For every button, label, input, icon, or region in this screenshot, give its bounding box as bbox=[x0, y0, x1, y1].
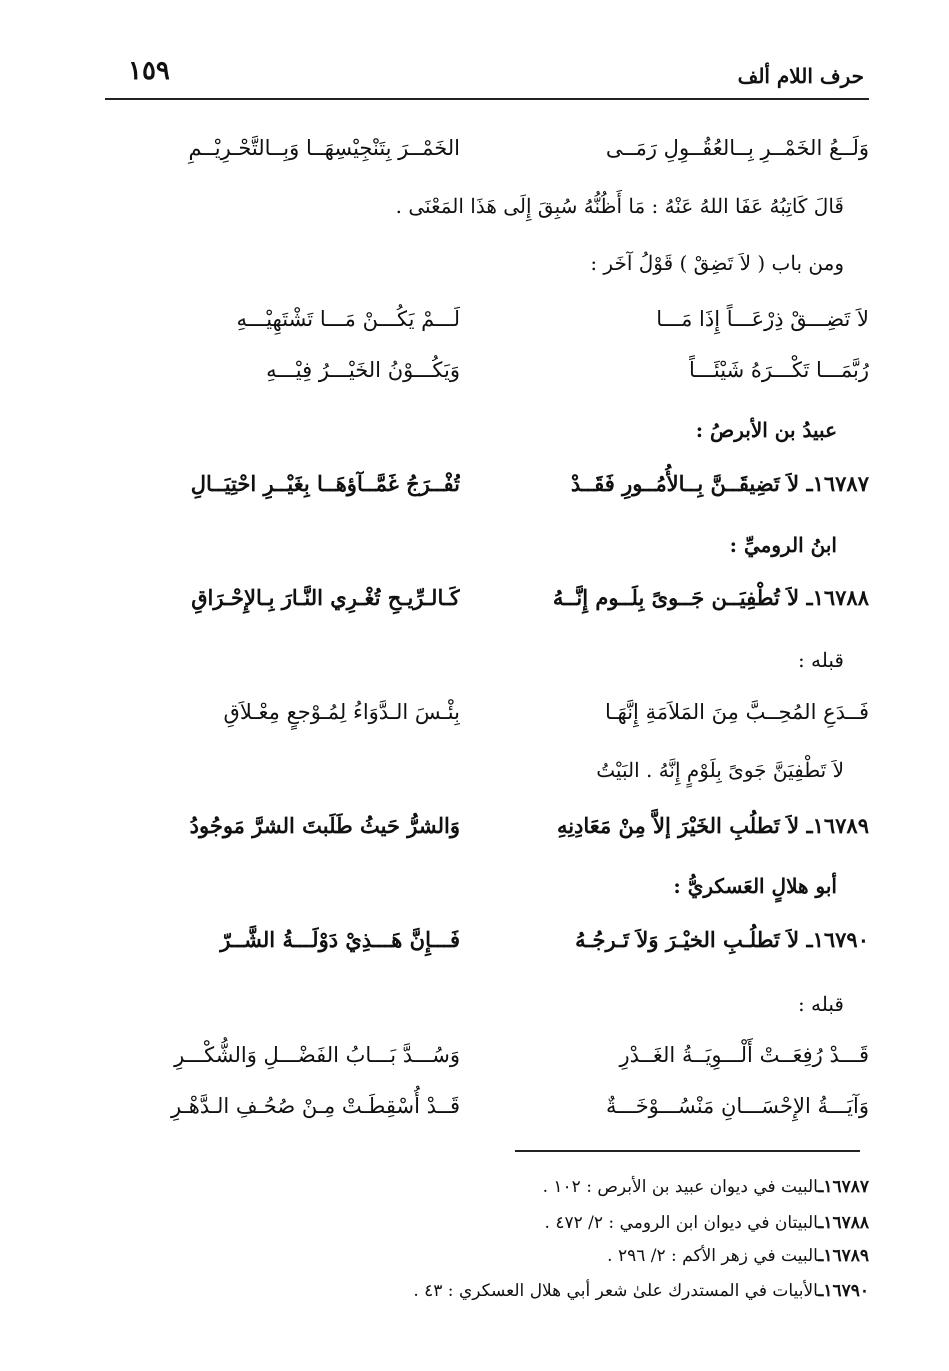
verse-number: ١٦٧٨٧ـ bbox=[806, 471, 869, 496]
verse-first-hemistich: وَلَــعُ الخَمْــرِ بِــالعُقُــوِلِ رَمَــى bbox=[605, 136, 869, 160]
verse-first-hemistich: ١٦٧٨٩ـ لاَ تَطلُبِ الخَيْرَ إلاَّ مِنْ مَعَادِنِهِ bbox=[556, 813, 869, 838]
verse-second-hemistich: فَـــإِنَّ هَـــذِيْ دَوْلَـــةُ الشَّــرّ bbox=[220, 927, 460, 952]
verse-first-hemistich: قَـــدْ رُفِعَــتْ أَلْـــوِيَــةُ الغَــدْرِ bbox=[619, 1043, 869, 1067]
qablah-label: قبله : bbox=[797, 648, 844, 672]
verse-first-hemistich: ١٦٧٩٠ـ لاَ تَطلُـبِ الخيْـرَ وَلاَ تَـرجُـهُ bbox=[575, 927, 869, 952]
verse-line bbox=[120, 804, 869, 848]
footnote bbox=[100, 1172, 869, 1202]
footnote-text: الأبيات في المستدرك علىٰ شعر أبي هلال العسكري : ٤٣ . bbox=[413, 1281, 819, 1301]
footnote-rule bbox=[515, 1150, 860, 1152]
footnote-text: البيت في ديوان عبيد بن الأبرص : ١٠٢ . bbox=[542, 1177, 819, 1197]
verse-second-hemistich: وَالشرُّ حَيثُ طَلَبتَ الشرَّ مَوجُودُ bbox=[189, 813, 460, 838]
verse-line bbox=[120, 126, 869, 170]
verse-second-hemistich: الخَمْــرَ بِتَنْجِيْسِهَــا وَبِــالتَّحْـرِيْــمِ bbox=[188, 136, 460, 160]
footnote-number: ١٦٧٨٨ـ bbox=[818, 1213, 869, 1233]
verse-number: ١٦٧٨٨ـ bbox=[806, 585, 869, 610]
verse-second-hemistich: وَسُـــدَّ بَـــابُ الفَضْـــلِ وَالشُّكْـــرِ bbox=[174, 1043, 460, 1067]
footnote-number: ١٦٧٩٠ـ bbox=[818, 1281, 869, 1301]
verse-line bbox=[120, 297, 869, 341]
verse-second-hemistich: وَيَكُـــوْنُ الخَيْـــرُ فِيْـــهِ bbox=[266, 358, 460, 382]
verse-first-hemistich: فَــدَعِ المُحِــبَّ مِنَ المَلاَمَةِ إِنَّهَـا bbox=[604, 700, 869, 724]
verse-second-hemistich: قَــدْ أُسْقِطَـتْ مِـنْ صُحُـفِ الـدَّهْـرِ bbox=[170, 1094, 460, 1118]
page-number: ١٥٩ bbox=[128, 56, 170, 86]
verse-line bbox=[120, 918, 869, 962]
footnote-number: ١٦٧٨٩ـ bbox=[818, 1246, 869, 1266]
header-rule bbox=[105, 98, 869, 100]
footnote bbox=[100, 1276, 869, 1306]
author-note: قَالَ كَاتِبُهُ عَفَا اللهُ عَنْهُ : مَا أَظُنُّهُ سُبِقَ إِلَى هَذَا المَعْنَى . bbox=[395, 194, 844, 218]
footnote bbox=[100, 1208, 869, 1238]
verse-first-hemistich: وَآيَـــةُ الإِحْسَـــانِ مَنْسُـــوْخَـــةٌ bbox=[605, 1094, 869, 1118]
verse-line bbox=[120, 1084, 869, 1128]
section-intro: ومن باب ( لاَ تَضِقْ ) قَوْلُ آخَر : bbox=[590, 251, 844, 275]
poet-name: أبو هلالٍ العَسكريُّ : bbox=[673, 874, 837, 898]
verse-first-hemistich: لاَ تَضِـــقْ ذِرْعَـــاً إِذَا مَـــا bbox=[656, 307, 869, 331]
verse-first-hemistich: رُبَّمَـــا تَكْـــرَهُ شَيْئَـــاً bbox=[689, 358, 869, 382]
verse-second-hemistich: تُفْــرَجُ غَمَّــآؤهَــا بِغَيْــرِ احْتِيَــالِ bbox=[190, 471, 460, 496]
footnote-number: ١٦٧٨٧ـ bbox=[818, 1177, 869, 1197]
footnote-text: البيت في زهر الأكم : ٢/ ٢٩٦ . bbox=[607, 1246, 819, 1266]
verse-line bbox=[120, 576, 869, 620]
verse-line bbox=[120, 1033, 869, 1077]
verse-second-hemistich: لَـــمْ يَكُـــنْ مَـــا تَشْتَهِيْـــهِ bbox=[236, 307, 460, 331]
poet-name: عبيدُ بن الأبرصُ : bbox=[695, 418, 837, 442]
verse-first-hemistich: ١٦٧٨٨ـ لاَ تُطْفِيَــن جَــوىً بِلَــوم إِنَّــهُ bbox=[552, 585, 869, 610]
verse-first-hemistich: ١٦٧٨٧ـ لاَ تَضِيقَــنَّ بِــالأُمُــورِ فَقَــدْ bbox=[570, 471, 869, 496]
verse-number: ١٦٧٩٠ـ bbox=[806, 927, 869, 952]
poet-name: ابنُ الروميِّ : bbox=[729, 533, 837, 557]
footnote-text: البيتان في ديوان ابن الرومي : ٢/ ٤٧٢ . bbox=[544, 1213, 819, 1233]
running-header-title: حرف اللام ألف bbox=[737, 64, 864, 88]
verse-number: ١٦٧٨٩ـ bbox=[806, 813, 869, 838]
verse-second-hemistich: بِئْـسَ الـدَّوَاءُ لِمُـوْجعٍ مِعْـلاَقِ bbox=[223, 700, 460, 724]
footnote bbox=[100, 1241, 869, 1271]
verse-second-hemistich: كَـالـرِّيـحِ تُغْـرِي النَّـارَ بِـالإِحْـرَاقِ bbox=[191, 585, 460, 610]
verse-line bbox=[120, 348, 869, 392]
verse-line bbox=[120, 690, 869, 734]
verse-continuation: لاَ تَطْفِيَنَّ جَوىً بِلَوْمٍ إِنَّهُ . البَيْتُ bbox=[596, 758, 844, 782]
qablah-label: قبله : bbox=[797, 992, 844, 1016]
verse-line bbox=[120, 462, 869, 506]
